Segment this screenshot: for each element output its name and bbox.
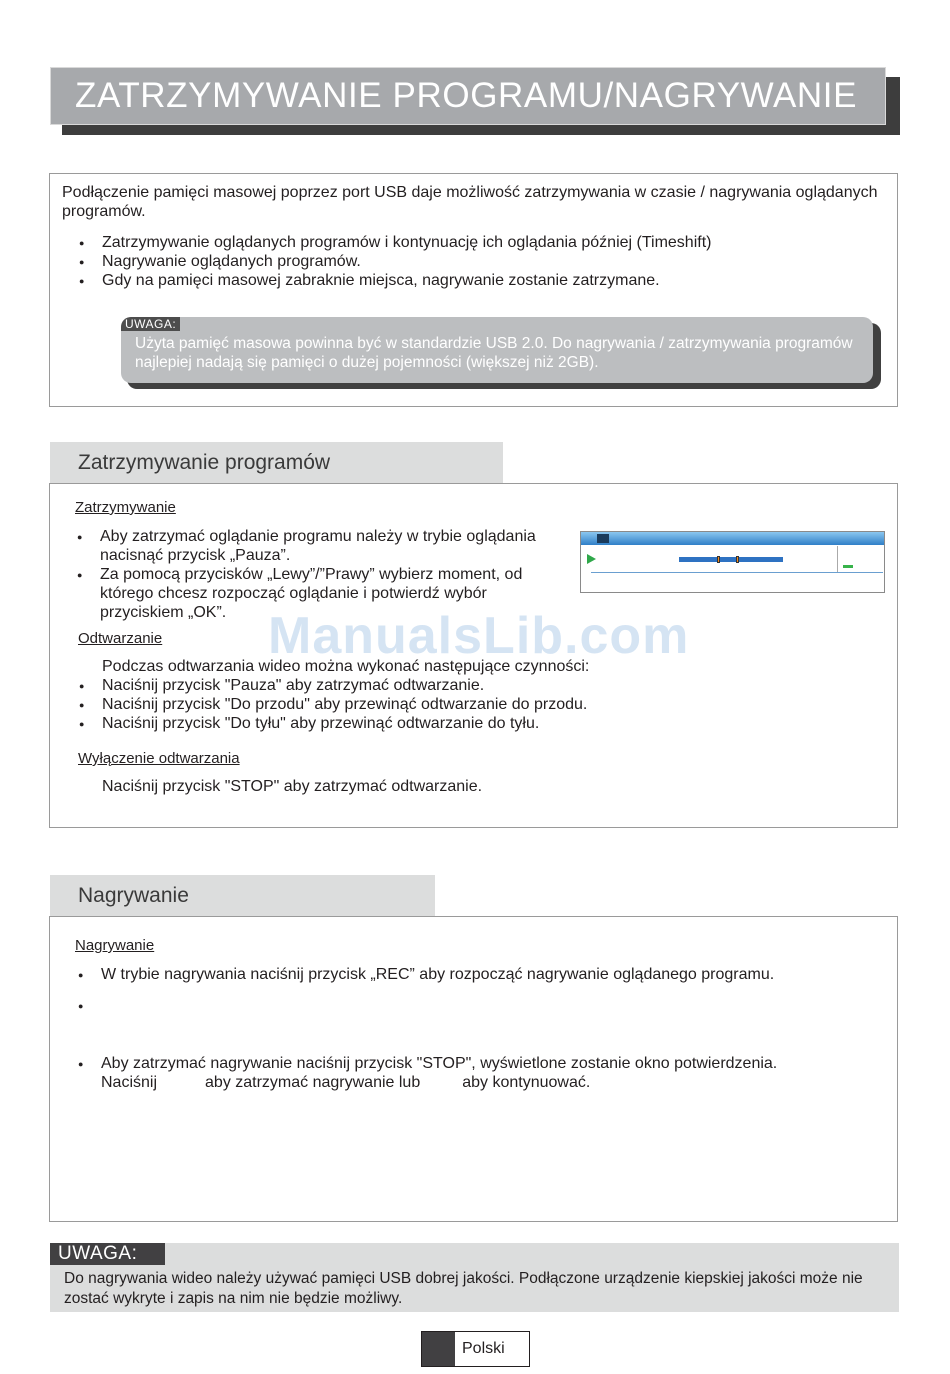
list-item: ● Naciśnij przycisk "Do przodu" aby przewinąć odtwarzanie do przodu.	[62, 695, 662, 714]
intro-text: Podłączenie pamięci masowej poprzez port USB daje możliwość zatrzymywania w czasie / nagrywania oglądanych programów.	[62, 184, 878, 220]
list-item: ● Za pomocą przycisków „Lewy”/”Prawy” wybierz moment, od którego chcesz rozpocząć oglądanie i potwierdź wybór przyciskiem „OK”.	[60, 565, 565, 622]
warning-box	[50, 1243, 899, 1312]
watermark: ManualsLib.com	[268, 607, 690, 665]
confirm-text-3: aby kontynuować.	[462, 1074, 591, 1091]
osd-marker-end	[736, 556, 739, 563]
osd-line	[591, 572, 883, 573]
list-item-empty	[61, 996, 881, 1015]
subheading-playback: Odtwarzanie	[78, 630, 163, 647]
list-item: ● Aby zatrzymać oglądanie programu należy w trybie oglądania nacisnąć przycisk „Pauza”.	[60, 527, 565, 565]
page-footer	[421, 1331, 530, 1367]
list-item: ● Zatrzymywanie oglądanych programów i kontynuację ich oglądania później (Timeshift)	[62, 233, 882, 252]
playback-intro: Podczas odtwarzania wideo można wykonać następujące czynności:	[102, 658, 590, 675]
section-heading-recording: Nagrywanie	[50, 875, 435, 917]
page-title: ZATRZYMYWANIE PROGRAMU/NAGRYWANIE	[75, 76, 858, 115]
osd-header	[581, 532, 884, 545]
osd-divider	[837, 546, 838, 572]
subheading-pause: Zatrzymywanie	[75, 499, 176, 516]
title-bar	[50, 67, 886, 125]
camera-icon	[597, 534, 609, 543]
playback-bullet-list	[62, 676, 662, 733]
subheading-stop: Wyłączenie odtwarzania	[78, 750, 240, 767]
list-item: ● Naciśnij przycisk "Pauza" aby zatrzymać odtwarzanie.	[62, 676, 662, 695]
list-item: ● Gdy na pamięci masowej zabraknie miejsca, nagrywanie zostanie zatrzymane.	[62, 271, 882, 290]
recording-bullet-list	[61, 965, 881, 1092]
list-item: ● Naciśnij przycisk "Do tyłu" aby przewinąć odtwarzanie do tyłu.	[62, 714, 662, 733]
warning-label: UWAGA:	[50, 1243, 165, 1265]
note-text: Użyta pamięć masowa powinna być w standardzie USB 2.0. Do nagrywania / zatrzymywania programów najlepiej nadają się pamięci o dużej pojemności (większej niż 2GB).	[135, 335, 853, 371]
stop-recording-text: Aby zatrzymać nagrywanie naciśnij przycisk "STOP", wyświetlone zostanie okno potwierdzenia.	[101, 1055, 778, 1072]
list-item: ● Nagrywanie oglądanych programów.	[62, 252, 882, 271]
list-item	[61, 1054, 881, 1092]
osd-status-indicator	[843, 565, 853, 568]
subheading-recording: Nagrywanie	[75, 937, 155, 954]
intro-bullet-list	[62, 233, 882, 290]
usb-note	[121, 317, 873, 383]
osd-progress-bar	[679, 557, 783, 562]
stop-text: Naciśnij przycisk "STOP" aby zatrzymać odtwarzanie.	[102, 778, 483, 795]
osd-marker-start	[717, 556, 720, 563]
footer-block	[422, 1332, 455, 1366]
note-label: UWAGA:	[121, 317, 180, 331]
section-heading-timeshift: Zatrzymywanie programów	[50, 442, 503, 484]
confirm-text-2: aby zatrzymać nagrywanie lub	[205, 1074, 421, 1091]
play-icon	[587, 554, 596, 564]
footer-language: Polski	[462, 1340, 505, 1357]
recording-section	[49, 916, 898, 1222]
warning-text: Do nagrywania wideo należy używać pamięci USB dobrej jakości. Podłączone urządzenie kiepskiej jakości może nie zostać wykryte i zapis na nim nie będzie możliwy.	[64, 1270, 863, 1307]
confirm-text-1: Naciśnij	[101, 1074, 158, 1091]
timeshift-osd-illustration	[580, 531, 885, 593]
list-item: ● W trybie nagrywania naciśnij przycisk „REC” aby rozpocząć nagrywanie oglądanego programu.	[61, 965, 881, 984]
